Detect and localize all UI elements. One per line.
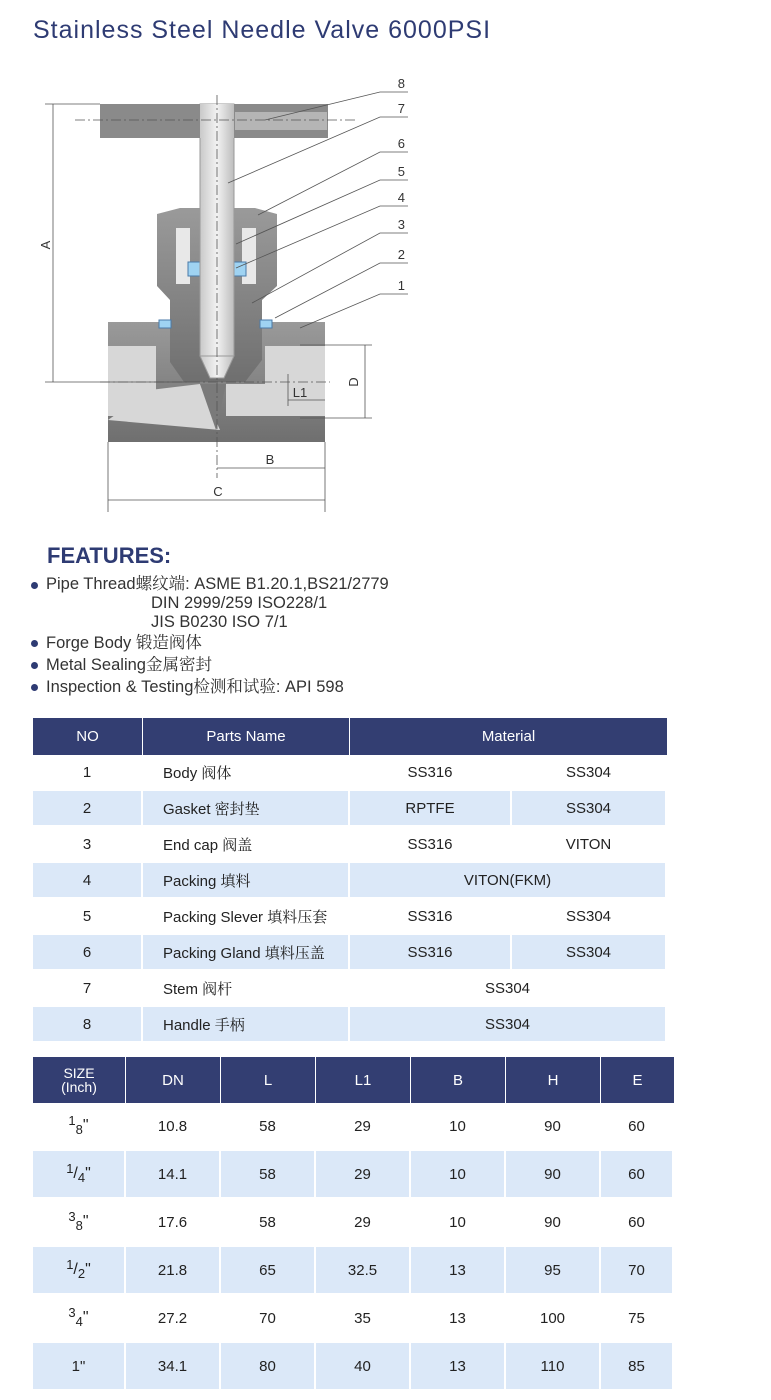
gasket-left (159, 320, 171, 328)
feature-subline: DIN 2999/259 ISO228/1 (151, 594, 328, 612)
table-row: 1 Body 阀体 SS316 SS304 (33, 755, 667, 791)
callout-3: 3 (397, 217, 405, 232)
callout-8: 8 (397, 76, 405, 91)
table-row: $^3_4$" 27.2 70 35 13 100 75 (33, 1295, 674, 1343)
table-row: $^3_8$" 17.6 58 29 10 90 60 (33, 1199, 674, 1247)
table-row: 6 Packing Gland 填料压盖 SS316 SS304 (33, 935, 667, 971)
feature-item: Metal Sealing金属密封 (31, 654, 389, 676)
col-header-dn: DN (126, 1057, 221, 1103)
feature-item: Inspection & Testing检测和试验: API 598 (31, 676, 389, 698)
page-title: Stainless Steel Needle Valve 6000PSI (33, 16, 492, 44)
size-cell: $^3_4$" (33, 1295, 126, 1343)
callout-6: 6 (397, 136, 405, 151)
valve-cross-section-diagram (0, 0, 771, 530)
table-row: $^1_8$" 10.8 58 29 10 90 60 (33, 1103, 674, 1151)
bullet-icon (31, 662, 38, 669)
table-row: 8 Handle 手柄 SS304 (33, 1007, 667, 1043)
table-row: 2 Gasket 密封垫 RPTFE SS304 (33, 791, 667, 827)
size-cell: $^1/_2$" (33, 1247, 126, 1295)
table-row: 5 Packing Slever 填料压套 SS316 SS304 (33, 899, 667, 935)
col-header-b: B (411, 1057, 506, 1103)
size-cell: $^1/_4$" (33, 1151, 126, 1199)
dim-c-label: C (213, 484, 223, 499)
col-header-l1: L1 (316, 1057, 411, 1103)
features-list (31, 574, 389, 698)
size-cell: 1" (33, 1343, 126, 1391)
callout-2: 2 (397, 247, 405, 262)
feature-subline: JIS B0230 ISO 7/1 (151, 613, 288, 631)
table-row: 7 Stem 阀杆 SS304 (33, 971, 667, 1007)
gasket-right (260, 320, 272, 328)
table-header-row (33, 1057, 674, 1103)
dim-l1-label: L1 (292, 385, 308, 400)
size-cell: $^3_8$" (33, 1199, 126, 1247)
parts-material-table (33, 718, 667, 1043)
col-header-h: H (506, 1057, 601, 1103)
bullet-icon (31, 684, 38, 691)
col-header-no: NO (33, 718, 143, 755)
dim-a-label: A (38, 240, 53, 250)
dim-b-label: B (265, 452, 275, 467)
feature-item: Pipe Thread螺纹端: ASME B1.20.1,BS21/2779 DIN 2999/259 ISO228/1 JIS B0230 ISO 7/1 (31, 574, 389, 632)
table-row: 4 Packing 填料 VITON(FKM) (33, 863, 667, 899)
features-heading: FEATURES: (47, 543, 172, 568)
table-row: 1" 34.1 80 40 13 110 85 (33, 1343, 674, 1391)
dim-d-label: D (346, 377, 361, 387)
col-header-parts-name: Parts Name (143, 718, 350, 755)
table-row: $^1/_4$" 14.1 58 29 10 90 60 (33, 1151, 674, 1199)
col-header-l: L (221, 1057, 316, 1103)
bullet-icon (31, 582, 38, 589)
table-row: $^1/_2$" 21.8 65 32.5 13 95 70 (33, 1247, 674, 1295)
callout-1: 1 (397, 278, 405, 293)
size-dimension-table (33, 1057, 674, 1391)
feature-item: Forge Body 锻造阀体 (31, 632, 389, 654)
col-header-e: E (601, 1057, 674, 1103)
col-header-size: SIZE (Inch) (33, 1057, 126, 1103)
table-header-row (33, 718, 667, 755)
size-cell: $^1_8$" (33, 1103, 126, 1151)
callout-7: 7 (397, 101, 405, 116)
body-right-port (265, 346, 325, 416)
callout-4: 4 (397, 190, 405, 205)
packing-seal-left (188, 262, 200, 276)
callout-5: 5 (397, 164, 405, 179)
table-row: 3 End cap 阀盖 SS316 VITON (33, 827, 667, 863)
bullet-icon (31, 640, 38, 647)
col-header-material: Material (350, 718, 667, 755)
